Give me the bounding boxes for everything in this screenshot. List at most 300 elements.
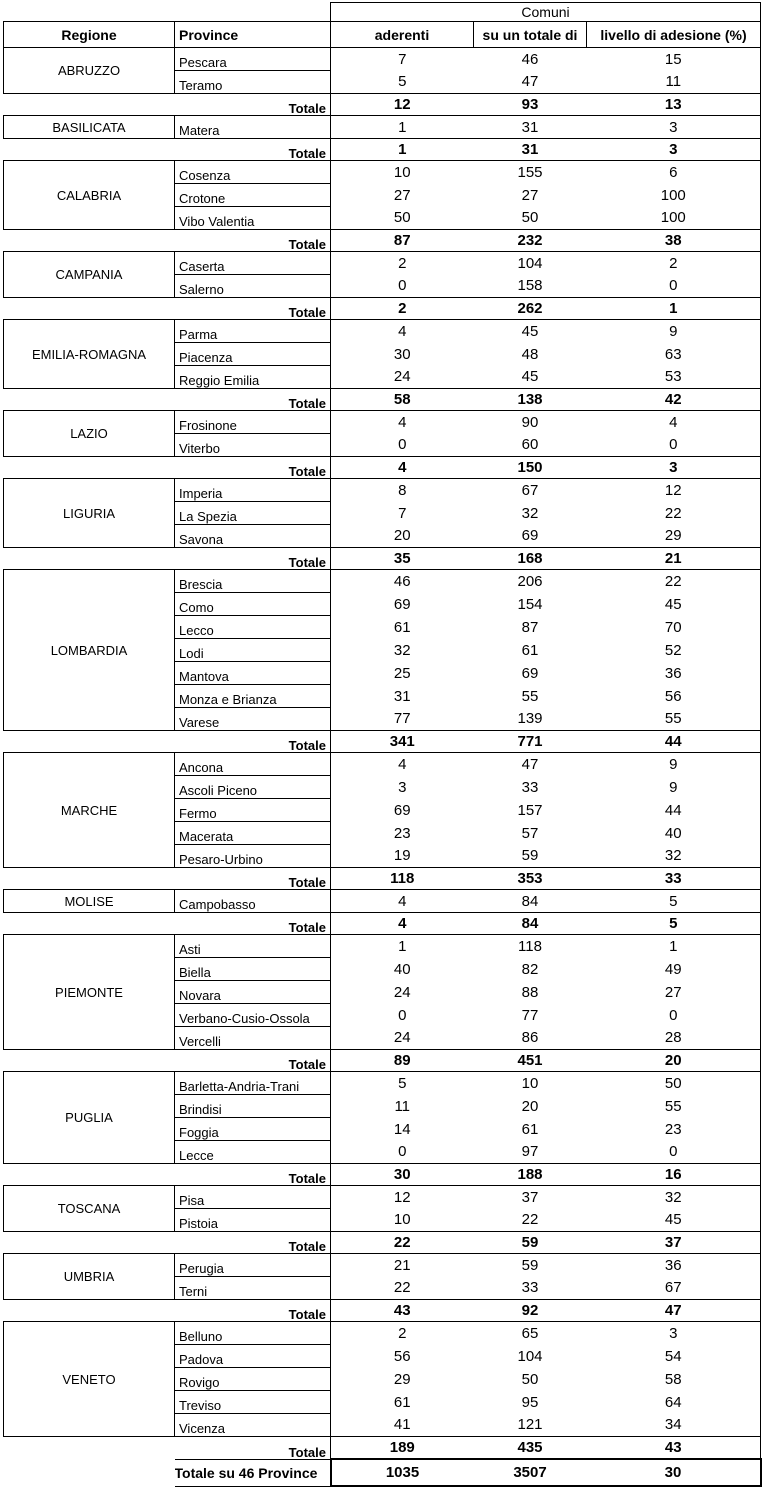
- livello-cell: 45: [587, 1209, 761, 1232]
- totale-cell: 154: [517, 595, 543, 613]
- table-row: [4, 116, 761, 139]
- total-aderenti: 189: [389, 1439, 415, 1456]
- aderenti-cell: 4: [331, 753, 474, 776]
- totale-cell: 60: [474, 434, 587, 457]
- column-header-row: [4, 22, 761, 48]
- totale-cell: 67: [474, 479, 587, 502]
- total-label: Totale: [4, 230, 331, 252]
- table-row: [4, 1072, 761, 1095]
- aderenti-cell: 69: [393, 595, 411, 613]
- livello-cell: 5: [587, 890, 761, 913]
- region-name: ABRUZZO: [4, 48, 175, 94]
- total-aderenti: 58: [393, 391, 411, 408]
- totale-cell: 31: [474, 116, 587, 139]
- livello-cell: 52: [587, 639, 761, 662]
- aderenti-cell: 14: [393, 1120, 411, 1138]
- totale-cell: 86: [474, 1027, 587, 1050]
- total-totale: 435: [517, 1439, 543, 1456]
- aderenti-cell: 5: [331, 71, 474, 94]
- grand-total-row: [4, 1459, 761, 1486]
- livello-cell: 6: [587, 161, 761, 184]
- totale-cell: 22: [474, 1209, 587, 1232]
- total-aderenti: 22: [393, 1234, 411, 1251]
- totale-cell: 27: [521, 186, 539, 204]
- total-totale: 188: [517, 1166, 543, 1183]
- province-name: Como: [175, 593, 331, 616]
- totale-cell: 84: [474, 890, 587, 913]
- livello-cell: 67: [587, 1277, 761, 1300]
- totale-cell: 155: [474, 161, 587, 184]
- total-aderenti: 35: [393, 550, 411, 567]
- total-livello: 13: [587, 94, 761, 116]
- province-name: Vibo Valentia: [175, 207, 331, 230]
- table-row: [4, 252, 761, 275]
- total-aderenti: 118: [390, 870, 415, 887]
- total-label: Totale: [4, 139, 331, 161]
- province-name: Foggia: [175, 1118, 331, 1141]
- totale-cell: 47: [474, 71, 587, 94]
- province-name: Reggio Emilia: [175, 366, 331, 389]
- aderenti-cell: 61: [393, 618, 411, 636]
- total-label: Totale: [4, 389, 331, 411]
- region-total-row: [4, 389, 761, 411]
- region-name: UMBRIA: [4, 1254, 175, 1300]
- livello-cell: 70: [587, 616, 761, 639]
- group-header-row: [4, 3, 761, 22]
- totale-cell: 206: [474, 570, 587, 593]
- aderenti-cell: 50: [331, 207, 474, 230]
- aderenti-cell: 46: [331, 570, 474, 593]
- province-name: Pistoia: [175, 1209, 331, 1232]
- livello-cell: 58: [587, 1368, 761, 1391]
- livello-cell: 3: [587, 116, 761, 139]
- region-name: LOMBARDIA: [4, 570, 175, 731]
- province-name: Cosenza: [175, 161, 331, 184]
- header-totale-di: su un totale di: [474, 22, 587, 48]
- comuni-group-header: Comuni: [331, 3, 761, 22]
- total-aderenti: 1: [398, 141, 407, 158]
- total-livello: 21: [587, 548, 761, 570]
- totale-cell: 90: [474, 411, 587, 434]
- province-name: Frosinone: [175, 411, 331, 434]
- province-name: Monza e Brianza: [175, 685, 331, 708]
- grand-total-spacer: [4, 1459, 175, 1486]
- livello-cell: 9: [587, 776, 761, 799]
- province-name: Crotone: [175, 184, 331, 207]
- livello-cell: 9: [587, 753, 761, 776]
- aderenti-cell: 1: [331, 116, 474, 139]
- total-livello: 44: [587, 731, 761, 753]
- aderenti-cell: 29: [393, 1370, 411, 1388]
- total-label: Totale: [4, 1164, 331, 1186]
- table-row: [4, 1254, 761, 1277]
- total-label: Totale: [4, 298, 331, 320]
- totale-cell: 118: [474, 935, 587, 958]
- province-name: Ascoli Piceno: [175, 776, 331, 799]
- aderenti-cell: 40: [393, 960, 411, 978]
- province-name: Pescara: [175, 48, 331, 71]
- livello-cell: 100: [587, 184, 761, 207]
- totale-cell: 59: [474, 845, 587, 868]
- table-body: [4, 48, 761, 1487]
- province-name: Belluno: [175, 1322, 331, 1345]
- province-name: Lecce: [175, 1141, 331, 1164]
- aderenti-cell: 10: [331, 1209, 474, 1232]
- totale-cell: 45: [474, 320, 587, 343]
- total-livello: 1: [587, 298, 761, 320]
- total-label: Totale: [4, 868, 331, 890]
- total-label: Totale: [4, 1437, 331, 1460]
- total-label: Totale: [4, 1050, 331, 1072]
- aderenti-cell: 0: [331, 434, 474, 457]
- table-row: [4, 753, 761, 776]
- aderenti-cell: 0: [398, 1006, 407, 1024]
- province-name: La Spezia: [175, 502, 331, 525]
- totale-cell: 33: [474, 1277, 587, 1300]
- totale-cell: 37: [474, 1186, 587, 1209]
- total-totale: 771: [517, 733, 543, 750]
- region-total-row: [4, 868, 761, 890]
- livello-cell: 0: [587, 1141, 761, 1164]
- total-label: Totale: [4, 913, 331, 935]
- total-totale: 262: [517, 300, 543, 317]
- region-name: VENETO: [4, 1322, 175, 1437]
- table-row: [4, 570, 761, 593]
- province-name: Macerata: [175, 822, 331, 845]
- region-total-row: [4, 139, 761, 161]
- aderenti-cell: 21: [331, 1254, 474, 1277]
- aderenti-cell: 27: [393, 186, 411, 204]
- totale-cell: 157: [517, 801, 543, 819]
- aderenti-cell: 32: [393, 641, 411, 659]
- province-name: Brindisi: [175, 1095, 331, 1118]
- province-name: Caserta: [175, 252, 331, 275]
- province-name: Biella: [175, 958, 331, 981]
- aderenti-cell: 8: [331, 479, 474, 502]
- livello-cell: 27: [587, 981, 761, 1004]
- province-name: Campobasso: [175, 890, 331, 913]
- table-row: [4, 935, 761, 958]
- region-total-row: [4, 1437, 761, 1460]
- province-name: Varese: [175, 708, 331, 731]
- totale-cell: 104: [474, 252, 587, 275]
- totale-cell: 57: [521, 824, 539, 842]
- region-total-row: [4, 298, 761, 320]
- province-name: Perugia: [175, 1254, 331, 1277]
- total-livello: 33: [587, 868, 761, 890]
- aderenti-cell: 41: [331, 1414, 474, 1437]
- aderenti-cell: 69: [393, 801, 411, 819]
- livello-cell: 55: [587, 1095, 761, 1118]
- totale-cell: 32: [521, 504, 539, 522]
- header-province: Province: [175, 22, 331, 48]
- totale-cell: 45: [474, 366, 587, 389]
- total-label: Totale: [4, 94, 331, 116]
- province-name: Mantova: [175, 662, 331, 685]
- total-aderenti: 2: [398, 300, 407, 317]
- aderenti-cell: 0: [331, 1141, 474, 1164]
- table-row: [4, 1186, 761, 1209]
- livello-cell: 0: [587, 1004, 761, 1027]
- region-name: TOSCANA: [4, 1186, 175, 1232]
- province-name: Vercelli: [175, 1027, 331, 1050]
- total-aderenti: 87: [393, 232, 411, 249]
- livello-cell: 63: [587, 343, 761, 366]
- livello-cell: 22: [587, 502, 761, 525]
- total-totale: 232: [517, 232, 543, 249]
- table-row: [4, 411, 761, 434]
- livello-cell: 1: [587, 935, 761, 958]
- total-aderenti: 4: [398, 459, 407, 476]
- totale-cell: 46: [474, 48, 587, 71]
- province-name: Lodi: [175, 639, 331, 662]
- livello-cell: 45: [587, 593, 761, 616]
- aderenti-cell: 19: [331, 845, 474, 868]
- totale-cell: 50: [521, 1370, 539, 1388]
- livello-cell: 53: [587, 366, 761, 389]
- total-aderenti: 12: [393, 96, 411, 113]
- livello-cell: 22: [587, 570, 761, 593]
- aderenti-cell: 61: [393, 1393, 411, 1411]
- livello-cell: 32: [587, 845, 761, 868]
- province-name: Viterbo: [175, 434, 331, 457]
- aderenti-cell: 0: [331, 275, 474, 298]
- table-row: [4, 1322, 761, 1345]
- livello-cell: 11: [587, 71, 761, 94]
- total-totale: 451: [517, 1052, 543, 1069]
- total-totale: 31: [521, 141, 539, 158]
- grand-total-totale: 3507: [474, 1459, 587, 1486]
- region-name: PUGLIA: [4, 1072, 175, 1164]
- totale-cell: 59: [474, 1254, 587, 1277]
- aderenti-cell: 77: [331, 708, 474, 731]
- totale-cell: 61: [521, 641, 539, 659]
- aderenti-cell: 2: [331, 1322, 474, 1345]
- totale-cell: 48: [521, 345, 539, 363]
- livello-cell: 32: [587, 1186, 761, 1209]
- aderenti-cell: 7: [398, 504, 407, 522]
- total-aderenti: 4: [398, 915, 407, 932]
- aderenti-cell: 4: [331, 890, 474, 913]
- adhesion-table: [3, 2, 762, 1487]
- totale-cell: 97: [474, 1141, 587, 1164]
- totale-cell: 121: [474, 1414, 587, 1437]
- header-aderenti: aderenti: [331, 22, 474, 48]
- aderenti-cell: 30: [393, 345, 411, 363]
- total-aderenti: 89: [393, 1052, 411, 1069]
- province-name: Fermo: [175, 799, 331, 822]
- livello-cell: 100: [587, 207, 761, 230]
- total-livello: 43: [587, 1437, 761, 1460]
- totale-cell: 69: [474, 525, 587, 548]
- region-name: PIEMONTE: [4, 935, 175, 1050]
- aderenti-cell: 23: [393, 824, 411, 842]
- total-livello: 16: [587, 1164, 761, 1186]
- livello-cell: 0: [587, 434, 761, 457]
- totale-cell: 47: [474, 753, 587, 776]
- total-livello: 5: [587, 913, 761, 935]
- table-row: [4, 479, 761, 502]
- province-name: Ancona: [175, 753, 331, 776]
- province-name: Piacenza: [175, 343, 331, 366]
- livello-cell: 54: [587, 1345, 761, 1368]
- region-name: CAMPANIA: [4, 252, 175, 298]
- livello-cell: 23: [587, 1118, 761, 1141]
- province-name: Savona: [175, 525, 331, 548]
- province-name: Pesaro-Urbino: [175, 845, 331, 868]
- totale-cell: 104: [517, 1347, 543, 1365]
- total-livello: 20: [587, 1050, 761, 1072]
- aderenti-cell: 1: [331, 935, 474, 958]
- province-name: Treviso: [175, 1391, 331, 1414]
- total-totale: 93: [521, 96, 539, 113]
- region-total-row: [4, 1050, 761, 1072]
- region-total-row: [4, 913, 761, 935]
- region-total-row: [4, 1164, 761, 1186]
- livello-cell: 50: [587, 1072, 761, 1095]
- aderenti-cell: 4: [331, 320, 474, 343]
- region-total-row: [4, 731, 761, 753]
- livello-cell: 56: [587, 685, 761, 708]
- aderenti-cell: 56: [393, 1347, 411, 1365]
- totale-cell: 77: [521, 1006, 539, 1024]
- total-aderenti: 43: [393, 1302, 411, 1319]
- totale-cell: 33: [521, 778, 539, 796]
- total-label: Totale: [4, 731, 331, 753]
- region-total-row: [4, 1300, 761, 1322]
- total-totale: 59: [521, 1234, 539, 1251]
- total-livello: 38: [587, 230, 761, 252]
- livello-cell: 55: [587, 708, 761, 731]
- region-total-row: [4, 230, 761, 252]
- region-name: MARCHE: [4, 753, 175, 868]
- livello-cell: 40: [587, 822, 761, 845]
- province-name: Salerno: [175, 275, 331, 298]
- totale-cell: 69: [521, 664, 539, 682]
- livello-cell: 3: [587, 1322, 761, 1345]
- total-aderenti: 341: [389, 733, 415, 750]
- livello-cell: 9: [587, 320, 761, 343]
- total-label: Totale: [4, 1232, 331, 1254]
- province-name: Verbano-Cusio-Ossola: [175, 1004, 331, 1027]
- region-name: CALABRIA: [4, 161, 175, 230]
- table-row: [4, 48, 761, 71]
- region-total-row: [4, 548, 761, 570]
- aderenti-cell: 24: [393, 983, 411, 1001]
- total-totale: 92: [521, 1302, 539, 1319]
- region-total-row: [4, 1232, 761, 1254]
- livello-cell: 12: [587, 479, 761, 502]
- total-totale: 138: [517, 391, 543, 408]
- region-total-row: [4, 94, 761, 116]
- aderenti-cell: 25: [393, 664, 411, 682]
- aderenti-cell: 22: [331, 1277, 474, 1300]
- totale-cell: 158: [474, 275, 587, 298]
- livello-cell: 4: [587, 411, 761, 434]
- province-name: Rovigo: [175, 1368, 331, 1391]
- total-label: Totale: [4, 548, 331, 570]
- totale-cell: 50: [474, 207, 587, 230]
- livello-cell: 36: [587, 662, 761, 685]
- province-name: Vicenza: [175, 1414, 331, 1437]
- province-name: Lecco: [175, 616, 331, 639]
- total-aderenti: 30: [393, 1166, 411, 1183]
- province-name: Teramo: [175, 71, 331, 94]
- province-name: Novara: [175, 981, 331, 1004]
- region-name: MOLISE: [4, 890, 175, 913]
- province-name: Parma: [175, 320, 331, 343]
- livello-cell: 34: [587, 1414, 761, 1437]
- region-name: LAZIO: [4, 411, 175, 457]
- livello-cell: 64: [587, 1391, 761, 1414]
- livello-cell: 44: [587, 799, 761, 822]
- region-name: BASILICATA: [4, 116, 175, 139]
- aderenti-cell: 5: [331, 1072, 474, 1095]
- totale-cell: 20: [521, 1097, 539, 1115]
- aderenti-cell: 12: [331, 1186, 474, 1209]
- region-name: EMILIA-ROMAGNA: [4, 320, 175, 389]
- aderenti-cell: 2: [331, 252, 474, 275]
- total-label: Totale: [4, 1300, 331, 1322]
- aderenti-cell: 10: [331, 161, 474, 184]
- livello-cell: 36: [587, 1254, 761, 1277]
- livello-cell: 49: [587, 958, 761, 981]
- totale-cell: 55: [521, 687, 539, 705]
- totale-cell: 139: [474, 708, 587, 731]
- aderenti-cell: 7: [331, 48, 474, 71]
- table-row: [4, 890, 761, 913]
- header-livello: livello di adesione (%): [587, 22, 761, 48]
- total-livello: 3: [587, 457, 761, 479]
- total-totale: 84: [521, 915, 539, 932]
- totale-cell: 10: [474, 1072, 587, 1095]
- grand-total-aderenti: 1035: [331, 1459, 474, 1486]
- livello-cell: 29: [587, 525, 761, 548]
- total-label: Totale: [4, 457, 331, 479]
- livello-cell: 0: [587, 275, 761, 298]
- livello-cell: 2: [587, 252, 761, 275]
- aderenti-cell: 3: [398, 778, 407, 796]
- header-regione: Regione: [4, 22, 175, 48]
- province-name: Brescia: [175, 570, 331, 593]
- totale-cell: 87: [521, 618, 539, 636]
- aderenti-cell: 24: [331, 1027, 474, 1050]
- livello-cell: 15: [587, 48, 761, 71]
- province-name: Asti: [175, 935, 331, 958]
- totale-cell: 95: [521, 1393, 539, 1411]
- grand-total-livello: 30: [587, 1459, 761, 1486]
- province-name: Terni: [175, 1277, 331, 1300]
- totale-cell: 82: [521, 960, 539, 978]
- totale-cell: 61: [521, 1120, 539, 1138]
- total-totale: 353: [517, 870, 543, 887]
- province-name: Matera: [175, 116, 331, 139]
- province-name: Padova: [175, 1345, 331, 1368]
- province-name: Imperia: [175, 479, 331, 502]
- total-livello: 37: [587, 1232, 761, 1254]
- totale-cell: 88: [521, 983, 539, 1001]
- total-livello: 42: [587, 389, 761, 411]
- grand-total-label: Totale su 46 Province: [175, 1459, 331, 1486]
- aderenti-cell: 31: [393, 687, 411, 705]
- region-name: LIGURIA: [4, 479, 175, 548]
- table-row: [4, 161, 761, 184]
- aderenti-cell: 24: [331, 366, 474, 389]
- aderenti-cell: 4: [331, 411, 474, 434]
- livello-cell: 28: [587, 1027, 761, 1050]
- total-totale: 168: [517, 550, 543, 567]
- total-totale: 150: [517, 459, 543, 476]
